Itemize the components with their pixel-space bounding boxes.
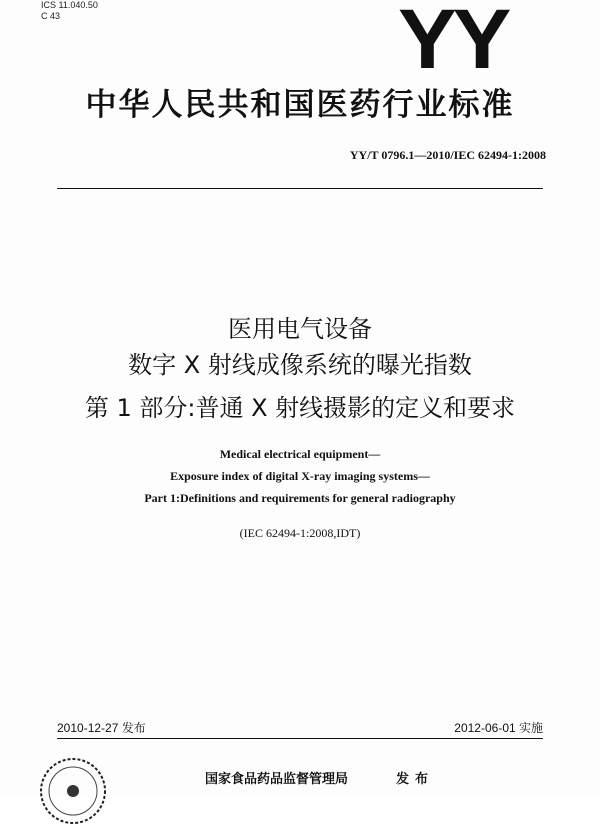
- issuing-authority: 国家食品药品监督管理局: [205, 772, 349, 787]
- organization-title: 中华人民共和国医药行业标准: [85, 87, 515, 123]
- en-title-line-1: Medical electrical equipment—: [219, 447, 381, 461]
- implementation-date: 2012-06-01 实施: [454, 721, 543, 735]
- ccs-code: C 43: [41, 11, 61, 21]
- en-title-line-2: Exposure index of digital X-ray imaging systems—: [170, 469, 430, 483]
- issue-verb: 发布: [396, 772, 435, 787]
- cn-title-line-3: 第 1 部分:普通 X 射线摄影的定义和要求: [84, 394, 516, 422]
- footer-divider: [57, 738, 543, 739]
- en-title-line-3: Part 1:Definitions and requirements for general radiography: [144, 491, 456, 505]
- equivalence-note: (IEC 62494-1:2008,IDT): [239, 526, 361, 540]
- header-divider: [57, 188, 543, 189]
- cn-title-line-1: 医用电气设备: [228, 315, 372, 343]
- standard-number: YY/T 0796.1—2010/IEC 62494-1:2008: [349, 148, 546, 162]
- cn-title-line-2: 数字 X 射线成像系统的曝光指数: [128, 351, 472, 379]
- yy-logo: YY: [398, 0, 508, 86]
- ics-code: ICS 11.040.50: [41, 0, 98, 10]
- seal-icon: [38, 756, 108, 826]
- classification-codes: [41, 0, 98, 22]
- issue-date: 2010-12-27 发布: [57, 721, 146, 735]
